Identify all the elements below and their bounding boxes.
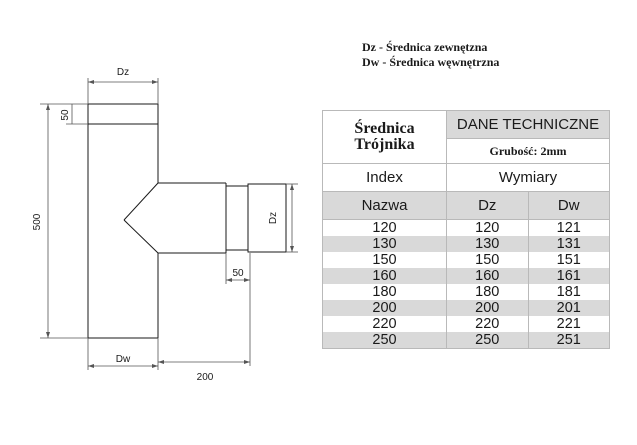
index-label: Index bbox=[323, 164, 447, 192]
cell-dw: 251 bbox=[528, 332, 610, 349]
thickness-label: Grubość: 2mm bbox=[447, 139, 610, 164]
cell-dw: 131 bbox=[528, 236, 610, 252]
column-header-dw: Dw bbox=[528, 192, 610, 220]
dimensions-label: Wymiary bbox=[447, 164, 610, 192]
cell-dz: 180 bbox=[447, 284, 529, 300]
cell-dw: 221 bbox=[528, 316, 610, 332]
cell-dz: 220 bbox=[447, 316, 529, 332]
cell-name: 130 bbox=[323, 236, 447, 252]
dim-dz-top: Dz bbox=[116, 67, 130, 78]
cell-name: 160 bbox=[323, 268, 447, 284]
cell-name: 120 bbox=[323, 220, 447, 237]
diameter-legend bbox=[362, 40, 499, 70]
cell-dz: 120 bbox=[447, 220, 529, 237]
column-header-name: Nazwa bbox=[323, 192, 447, 220]
cell-name: 220 bbox=[323, 316, 447, 332]
cell-dz: 150 bbox=[447, 252, 529, 268]
dim-500: 500 bbox=[32, 213, 43, 231]
dim-dw-bottom: Dw bbox=[115, 354, 131, 365]
dim-50-branch-socket: 50 bbox=[232, 268, 244, 279]
cell-dw: 181 bbox=[528, 284, 610, 300]
cell-dz: 160 bbox=[447, 268, 529, 284]
cell-name: 180 bbox=[323, 284, 447, 300]
cell-dz: 200 bbox=[447, 300, 529, 316]
cell-name: 200 bbox=[323, 300, 447, 316]
table-title-line1: Średnica bbox=[354, 120, 415, 137]
dim-200: 200 bbox=[196, 372, 214, 383]
cell-dw: 201 bbox=[528, 300, 610, 316]
tech-data-header: DANE TECHNICZNE bbox=[447, 111, 610, 139]
table-title bbox=[323, 111, 447, 164]
cell-name: 250 bbox=[323, 332, 447, 349]
legend-dw: Dw - Średnica węwnętrzna bbox=[362, 55, 500, 69]
cell-dw: 121 bbox=[528, 220, 610, 237]
cell-dw: 151 bbox=[528, 252, 610, 268]
technical-data-table bbox=[322, 110, 610, 349]
column-header-dz: Dz bbox=[447, 192, 529, 220]
cell-dz: 130 bbox=[447, 236, 529, 252]
table-title-line2: Trójnika bbox=[354, 136, 415, 153]
dim-50-top-socket: 50 bbox=[60, 109, 71, 121]
cell-dz: 250 bbox=[447, 332, 529, 349]
cell-name: 150 bbox=[323, 252, 447, 268]
legend-dz: Dz - Średnica zewnętzna bbox=[362, 40, 488, 54]
dim-dz-branch: Dz bbox=[268, 211, 279, 225]
cell-dw: 161 bbox=[528, 268, 610, 284]
